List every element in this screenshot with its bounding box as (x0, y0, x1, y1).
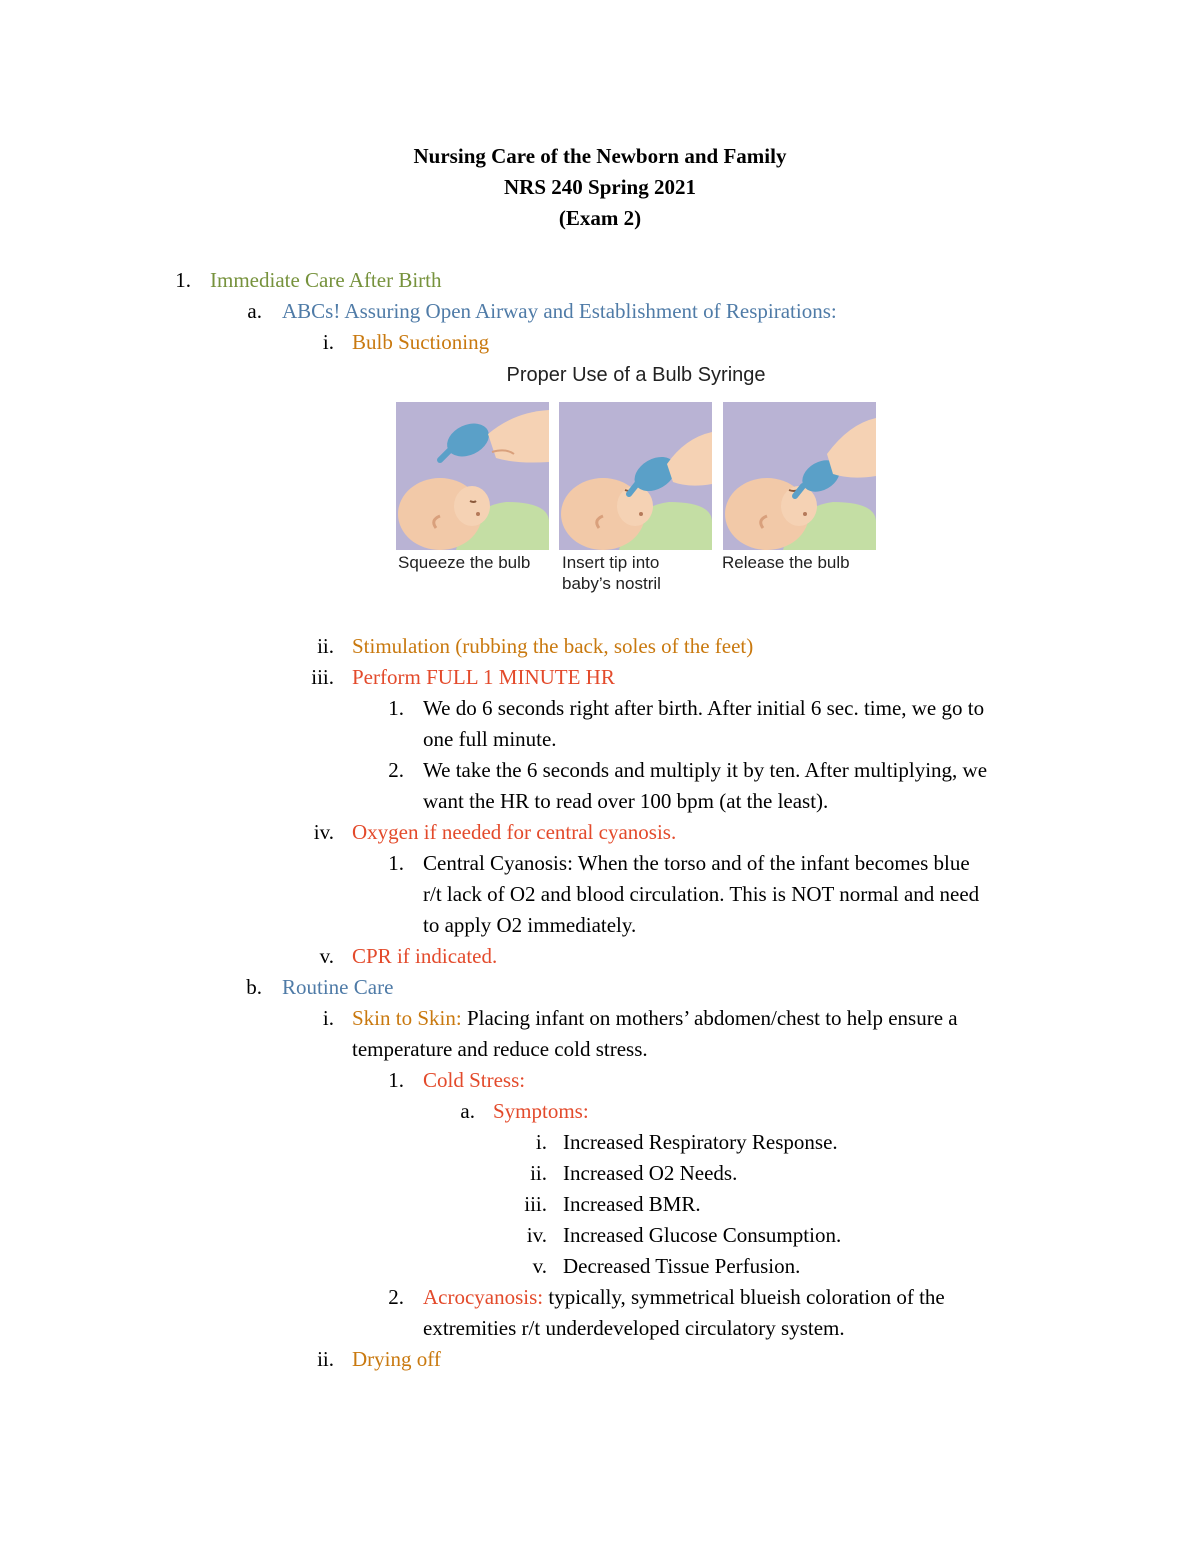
baby-illustration-icon (559, 402, 712, 550)
term-definition: Placing infant on mothers’ abdomen/chest to help ensure a (461, 1006, 958, 1030)
baby-illustration-icon (396, 402, 549, 550)
note-line: want the HR to read over 100 bpm (at the least). (423, 789, 829, 813)
list-item: Stimulation (rubbing the back, soles of the feet) (352, 634, 754, 658)
figure-panel-release (723, 402, 876, 550)
caption-squeeze: Squeeze the bulb (398, 553, 531, 572)
note-line: extremities r/t underdeveloped circulatory system. (423, 1316, 845, 1340)
outline-roman-iii: iii. (524, 1192, 547, 1216)
outline-letter-a: a. (460, 1099, 475, 1123)
document-header (0, 141, 1200, 234)
outline-number: 1. (388, 851, 404, 875)
outline-roman-ii: ii. (317, 634, 334, 658)
outline-number-1: 1. (175, 268, 191, 292)
outline-number: 1. (388, 696, 404, 720)
bulb-syringe-figure (395, 364, 877, 594)
outline-roman-i: i. (322, 1006, 334, 1030)
outline-roman-i: i. (535, 1130, 547, 1154)
caption-insert-line2: baby’s nostril (562, 574, 661, 593)
outline-roman-iv: iv. (526, 1223, 547, 1247)
list-item: Bulb Suctioning (352, 330, 490, 354)
section-heading: Immediate Care After Birth (210, 268, 442, 292)
term-acrocyanosis: Acrocyanosis: (423, 1285, 544, 1309)
outline-number: 2. (388, 1285, 404, 1309)
outline-roman-ii: ii. (530, 1161, 547, 1185)
term-skin-to-skin: Skin to Skin: (352, 1006, 462, 1030)
outline-number: 2. (388, 758, 404, 782)
symptom-item: Increased Respiratory Response. (563, 1130, 838, 1154)
note-line: We do 6 seconds right after birth. After initial 6 sec. time, we go to (423, 696, 985, 720)
course-line: NRS 240 Spring 2021 (504, 175, 696, 199)
outline-letter-b: b. (246, 975, 262, 999)
note-line: r/t lack of O2 and blood circulation. This is NOT normal and need (423, 882, 980, 906)
outline-roman-v: v. (532, 1254, 547, 1278)
note-line: Central Cyanosis: When the torso and of the infant becomes blue (423, 851, 970, 875)
note-line: one full minute. (423, 727, 557, 751)
outline-roman-iv: iv. (313, 820, 334, 844)
term-definition: typically, symmetrical blueish coloration of the (543, 1285, 945, 1309)
list-item: Drying off (352, 1347, 441, 1371)
outline-roman-v: v. (319, 944, 334, 968)
outline-number: 1. (388, 1068, 404, 1092)
baby-illustration-icon (723, 402, 876, 550)
list-item: Cold Stress: (423, 1068, 526, 1092)
exam-line: (Exam 2) (558, 206, 642, 230)
symptom-item: Increased BMR. (563, 1192, 701, 1216)
note-line: temperature and reduce cold stress. (352, 1037, 648, 1061)
caption-insert-line1: Insert tip into (562, 553, 660, 572)
note-line (423, 1282, 945, 1313)
caption-release: Release the bulb (722, 553, 850, 572)
subsection-heading: ABCs! Assuring Open Airway and Establishment of Respirations: (282, 299, 837, 323)
outline-roman-ii: ii. (317, 1347, 334, 1371)
list-item: Oxygen if needed for central cyanosis. (352, 820, 677, 844)
symptom-item: Decreased Tissue Perfusion. (563, 1254, 801, 1278)
outline-roman-i: i. (322, 330, 334, 354)
outline-roman-iii: iii. (311, 665, 334, 689)
figure-panel-insert (559, 402, 712, 550)
figure-title: Proper Use of a Bulb Syringe (506, 364, 766, 386)
note-line: to apply O2 immediately. (423, 913, 637, 937)
note-line: We take the 6 seconds and multiply it by ten. After multiplying, we (423, 758, 988, 782)
figure-panel-squeeze (396, 402, 549, 550)
symptom-item: Increased Glucose Consumption. (563, 1223, 842, 1247)
list-item: CPR if indicated. (352, 944, 498, 968)
symptom-item: Increased O2 Needs. (563, 1161, 738, 1185)
document-title: Nursing Care of the Newborn and Family (413, 144, 787, 168)
outline-letter-a: a. (247, 299, 262, 323)
note-line (352, 1003, 958, 1034)
list-item: Symptoms: (493, 1099, 589, 1123)
subsection-heading: Routine Care (282, 975, 394, 999)
list-item: Perform FULL 1 MINUTE HR (352, 665, 615, 689)
